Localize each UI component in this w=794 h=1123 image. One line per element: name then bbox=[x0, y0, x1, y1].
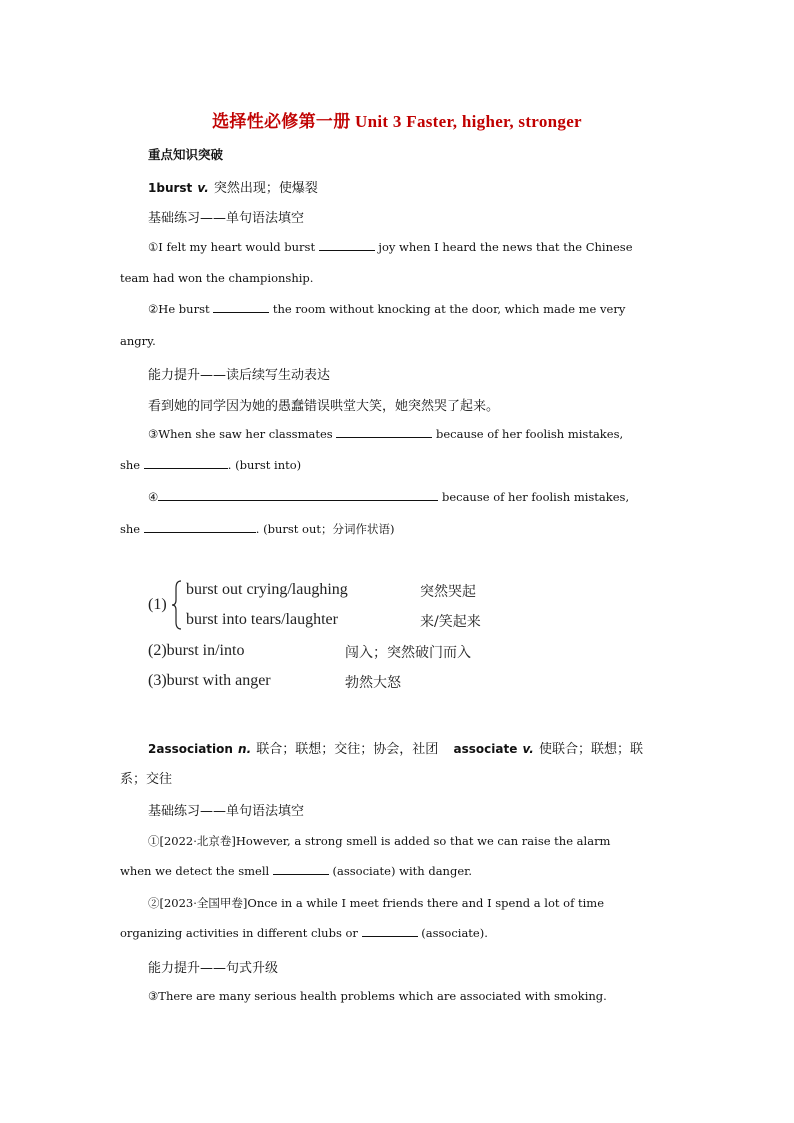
item1-q2-line1: ②He burst the room without knocking at the door, which made me very bbox=[148, 302, 626, 316]
summary-cn-3: 勃然大怒 bbox=[345, 675, 401, 691]
item1-q3-line2: she . (burst into) bbox=[120, 458, 302, 472]
summary-phrase-3: (3)burst with anger bbox=[148, 672, 271, 689]
summary-phrase-2: (2)burst in/into bbox=[148, 642, 245, 659]
item2-q1-line1: ①[2022·北京卷]However, a strong smell is added so that we can raise the alarm bbox=[148, 834, 611, 848]
item1-q3-line1: ③When she saw her classmates because of her foolish mistakes, bbox=[148, 427, 624, 441]
item1-meaning: 突然出现；使爆裂 bbox=[213, 181, 318, 196]
answer-blank[interactable] bbox=[362, 926, 418, 937]
item1-ability-label: 能力提升——读后续写生动表达 bbox=[148, 368, 331, 383]
summary-cn-2: 闯入；突然破门而入 bbox=[345, 645, 471, 661]
answer-blank[interactable] bbox=[273, 864, 329, 875]
answer-blank[interactable] bbox=[144, 458, 228, 469]
item2-meaning: 联合；联想；交往；协会，社团 bbox=[256, 742, 439, 757]
item2-meaning2: 使联合；联想；联 bbox=[538, 742, 643, 757]
item1-pos: v. bbox=[197, 181, 209, 195]
item1-q2-line2: angry. bbox=[120, 334, 156, 348]
item2-meaning-cont: 系；交往 bbox=[120, 772, 173, 787]
answer-blank[interactable] bbox=[144, 522, 256, 533]
item2-ability-label: 能力提升——句式升级 bbox=[148, 961, 279, 976]
item1-cn-sentence: 看到她的同学因为她的愚蠢错误哄堂大笑，她突然哭了起来。 bbox=[148, 399, 500, 414]
summary-num1: (1) bbox=[148, 596, 167, 613]
item2-pos: n. bbox=[238, 742, 252, 756]
answer-blank[interactable] bbox=[319, 240, 375, 251]
item1-q4-line1: ④ because of her foolish mistakes, bbox=[148, 490, 630, 504]
brace-icon bbox=[172, 580, 182, 630]
item1-q1-line1: ①I felt my heart would burst joy when I heard the news that the Chinese bbox=[148, 240, 633, 254]
summary-phrase-1b: burst into tears/laughter bbox=[186, 611, 338, 628]
item1-number: 1 bbox=[148, 181, 157, 195]
section-heading: 重点知识突破 bbox=[148, 147, 224, 162]
item2-number: 2 bbox=[148, 742, 157, 756]
item1-q1-line2: team had won the championship. bbox=[120, 271, 314, 285]
answer-blank[interactable] bbox=[336, 427, 432, 438]
summary-cn-1a: 突然哭起 bbox=[420, 584, 476, 600]
item2-q2-line1: ②[2023·全国甲卷]Once in a while I meet friends there and I spend a lot of time bbox=[148, 896, 605, 910]
item2-header bbox=[148, 738, 643, 757]
summary-cn-1b: 来/笑起来 bbox=[420, 614, 481, 630]
answer-blank[interactable] bbox=[213, 302, 269, 313]
item2-q2-line2: organizing activities in different clubs or (associate). bbox=[120, 926, 488, 940]
item2-q3: ③There are many serious health problems which are associated with smoking. bbox=[148, 989, 607, 1003]
item2-word2: associate bbox=[453, 742, 518, 756]
item2-basic-label: 基础练习——单句语法填空 bbox=[148, 804, 305, 819]
item2-q1-line2: when we detect the smell (associate) with danger. bbox=[120, 864, 473, 878]
item1-header bbox=[148, 177, 318, 196]
answer-blank[interactable] bbox=[158, 490, 438, 501]
item1-q4-line2: she . (burst out；分词作状语) bbox=[120, 522, 395, 536]
item2-word: association bbox=[156, 742, 233, 756]
item1-word: burst bbox=[156, 181, 193, 195]
item1-basic-label: 基础练习——单句语法填空 bbox=[148, 211, 305, 226]
summary-phrase-1a: burst out crying/laughing bbox=[186, 581, 348, 598]
item2-pos2: v. bbox=[522, 742, 534, 756]
page-title: 选择性必修第一册 Unit 3 Faster, higher, stronger bbox=[212, 112, 582, 131]
